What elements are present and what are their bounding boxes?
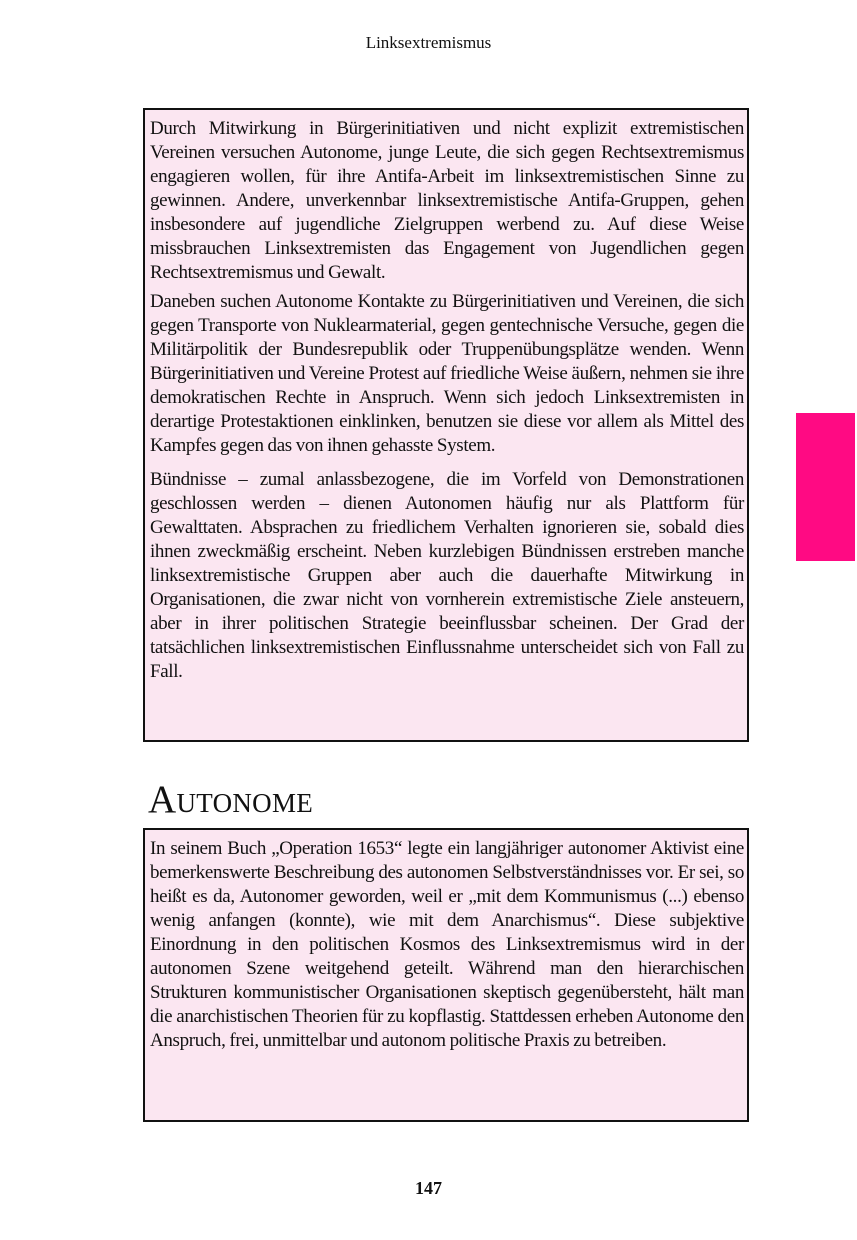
highlight-box-autonome [143, 828, 749, 1122]
paragraph: Daneben suchen Autonome Kontakte zu Bürgerinitiativen und Vereinen, die sich gegen Transporte von Nuklearmaterial, gegen gentechnische Versuche, gegen die Militärpolitik der Bundesrepublik oder Truppenübungsplätze wenden. Wenn Bürgerinitiativen und Vereine Protest auf friedliche Weise äußern, nehmen sie ihre demokratischen Rechte in Anspruch. Wenn sich jedoch Linksextremisten in derartige Protestaktionen einklinken, benutzen sie diese vor allem als Mittel des Kampfes gegen das von ihnen gehasste System. [150, 291, 744, 456]
paragraph: In seinem Buch „Operation 1653“ legte ein langjähriger autonomer Aktivist eine bemerkenswerte Beschreibung des autonomen Selbstverständnisses vor. Er sei, so heißt es da, Autonomer geworden, weil er „mit dem Kommunismus (...) ebenso wenig anfangen (konnte), wie mit dem Anarchismus“. Diese subjektive Einordnung in den politischen Kosmos des Linksextremismus wird in der autonomen Szene weitgehend geteilt. Während man den hierarchischen Strukturen kommunistischer Organisationen skeptisch gegenübersteht, hält man die anarchistischen Theorien für zu kopflastig. Stattdessen erheben Autonome den Anspruch, frei, unmittelbar und autonom politische Praxis zu betreiben. [150, 838, 744, 1051]
highlight-box-alliances [143, 108, 749, 742]
running-head-title: Linksextremismus [365, 33, 492, 52]
paragraph: Bündnisse – zumal anlassbezogene, die im Vorfeld von Demonstrationen geschlossen werden – dienen Autonomen häufig nur als Plattform für Gewalttaten. Absprachen zu friedlichem Verhalten ignorieren sie, sobald dies ihnen zweckmäßig erscheint. Neben kurzlebigen Bündnissen erstreben manche linksextremistische Gruppen aber auch die dauerhafte Mitwirkung in Organisationen, die zwar nicht von vornherein extremistische Ziele ansteuern, aber in ihrer politischen Strategie beeinflussbar scheinen. Der Grad der tatsächlichen linksextremistischen Einflussnahme unterscheidet sich von Fall zu Fall. [150, 469, 744, 682]
page-number: 147 [415, 1178, 442, 1198]
paragraph: Durch Mitwirkung in Bürgerinitiativen und nicht explizit extremistischen Vereinen versuchen Autonome, junge Leute, die sich gegen Rechtsextremismus engagieren wollen, für ihre Antifa-Arbeit im linksextremistischen Sinne zu gewinnen. Andere, unverkennbar linksextremistische Antifa-Gruppen, gehen insbesondere auf jugendliche Zielgruppen werbend zu. Auf diese Weise missbrauchen Linksextremisten das Engagement von Jugendlichen gegen Rechtsextremismus und Gewalt. [150, 118, 744, 283]
section-heading: Autonome [148, 778, 314, 821]
chapter-thumb-tab [796, 413, 855, 561]
